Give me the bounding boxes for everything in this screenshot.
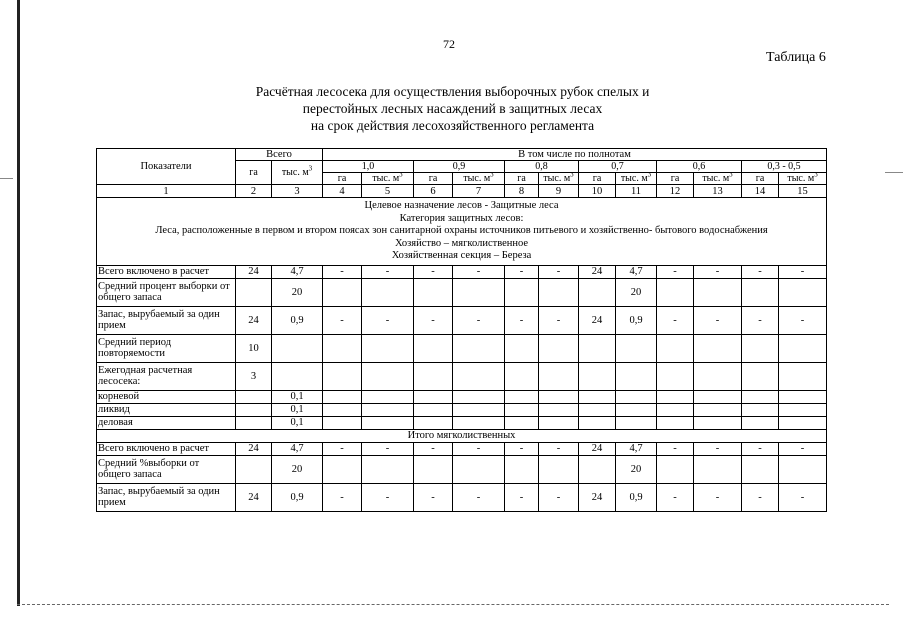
info-line: Хозяйственная секция – Береза [391, 250, 532, 261]
table-row [97, 390, 827, 403]
header-unit-ha: га [505, 173, 539, 185]
column-number: 2 [236, 185, 272, 198]
table-cell [579, 334, 616, 362]
table-cell: 0,9 [616, 483, 657, 511]
table-cell [779, 455, 827, 483]
scan-left-edge [17, 0, 20, 606]
table-cell: - [694, 483, 742, 511]
table-cell: - [453, 442, 505, 455]
table-cell: - [539, 265, 579, 278]
table-cell: 0,1 [272, 390, 323, 403]
table-cell [742, 362, 779, 390]
table-cell [505, 362, 539, 390]
header-unit-thous-m3: тыс. $м^3$ [779, 173, 827, 185]
column-number: 11 [616, 185, 657, 198]
table-cell [742, 278, 779, 306]
table-cell [694, 362, 742, 390]
table-cell [616, 403, 657, 416]
table-row [97, 442, 827, 455]
table-cell [694, 334, 742, 362]
table-cell [539, 278, 579, 306]
table-row [97, 362, 827, 390]
header-ha: га [236, 161, 272, 185]
table-cell [657, 455, 694, 483]
table-cell: - [505, 442, 539, 455]
table-cell [694, 390, 742, 403]
table-cell [453, 455, 505, 483]
table-cell [779, 416, 827, 429]
table-row [97, 265, 827, 278]
table-cell [742, 416, 779, 429]
table-cell: - [539, 483, 579, 511]
table-cell: - [505, 265, 539, 278]
scan-margin-mark [885, 172, 903, 173]
table-cell: - [362, 442, 414, 455]
column-number: 4 [323, 185, 362, 198]
row-label: деловая [97, 416, 236, 429]
table-cell: - [323, 306, 362, 334]
table-row [97, 403, 827, 416]
header-density: 0,7 [579, 161, 657, 173]
table-cell: 0,9 [616, 306, 657, 334]
table-cell: - [779, 306, 827, 334]
table-cell [779, 362, 827, 390]
table-cell [694, 455, 742, 483]
table-cell: 20 [272, 455, 323, 483]
header-thous-m3: тыс. $м^3$ [272, 161, 323, 185]
table-cell: 24 [236, 483, 272, 511]
table-cell: 24 [236, 265, 272, 278]
table-cell [579, 403, 616, 416]
table-cell: - [453, 265, 505, 278]
header-total: Всего [236, 149, 323, 161]
column-number: 14 [742, 185, 779, 198]
header-unit-thous-m3: тыс. $м^3$ [694, 173, 742, 185]
table-cell: 24 [236, 306, 272, 334]
column-number: 15 [779, 185, 827, 198]
info-line: Хозяйство – мягколиственное [394, 237, 529, 249]
title-line: Расчётная лесосека для осуществления выборочных рубок спелых и [255, 84, 650, 99]
header-unit-thous-m3: тыс. $м^3$ [362, 173, 414, 185]
table-cell: 4,7 [272, 442, 323, 455]
table-cell: - [742, 483, 779, 511]
table-cell [616, 362, 657, 390]
header-unit-ha: га [657, 173, 694, 185]
scan-bottom-edge [17, 604, 889, 605]
table-cell [742, 390, 779, 403]
table-cell [453, 278, 505, 306]
table-cell: 24 [236, 442, 272, 455]
table-row [97, 334, 827, 362]
table-cell [453, 403, 505, 416]
info-line: Целевое назначение лесов - Защитные леса [364, 200, 559, 211]
table-cell [742, 334, 779, 362]
column-number: 5 [362, 185, 414, 198]
table-cell: 0,9 [272, 306, 323, 334]
table-label: Таблица 6 [766, 50, 826, 65]
table-cell: 20 [272, 278, 323, 306]
table-cell: - [414, 442, 453, 455]
row-label: Запас, вырубаемый за один прием [97, 306, 236, 334]
column-number: 7 [453, 185, 505, 198]
table-cell [505, 278, 539, 306]
table-cell [323, 334, 362, 362]
table-cell [505, 455, 539, 483]
header-unit-ha: га [742, 173, 779, 185]
column-number: 3 [272, 185, 323, 198]
table-cell: - [453, 483, 505, 511]
table-cell [362, 455, 414, 483]
table-cell: 20 [616, 278, 657, 306]
table-cell [539, 334, 579, 362]
table-cell [323, 390, 362, 403]
table-cell: - [539, 442, 579, 455]
table-cell: - [414, 483, 453, 511]
table-cell: 0,1 [272, 416, 323, 429]
table-cell [579, 416, 616, 429]
table-cell [657, 416, 694, 429]
table-cell: - [323, 442, 362, 455]
table-cell [323, 278, 362, 306]
table-cell [539, 403, 579, 416]
table-cell [539, 390, 579, 403]
table-cell: 24 [579, 442, 616, 455]
table-cell [579, 455, 616, 483]
table-cell [362, 403, 414, 416]
table-cell [414, 278, 453, 306]
row-label: Средний процент выборки от общего запаса [97, 278, 236, 306]
table-cell: - [742, 442, 779, 455]
page-number: 72 [443, 37, 455, 51]
table-cell [236, 403, 272, 416]
table-row [97, 483, 827, 511]
table-cell: 0,9 [272, 483, 323, 511]
column-number: 12 [657, 185, 694, 198]
header-including-by-density: В том числе по полнотам [323, 149, 827, 161]
table-cell [657, 362, 694, 390]
table-cell: - [742, 306, 779, 334]
table-cell [236, 390, 272, 403]
table-cell [579, 390, 616, 403]
table-cell [362, 278, 414, 306]
column-number: 10 [579, 185, 616, 198]
header-density: 0,3 - 0,5 [742, 161, 827, 173]
table-cell [414, 390, 453, 403]
table-cell [694, 416, 742, 429]
table-cell: - [657, 306, 694, 334]
table-cell [453, 390, 505, 403]
table-cell [272, 334, 323, 362]
table-cell: 24 [579, 306, 616, 334]
table-cell [579, 362, 616, 390]
table-cell [414, 362, 453, 390]
table-row [97, 278, 827, 306]
row-label: Средний период повторяемости [97, 334, 236, 362]
header-density: 0,9 [414, 161, 505, 173]
row-label: Запас, вырубаемый за один прием [97, 483, 236, 511]
table-cell [414, 403, 453, 416]
table-cell [323, 403, 362, 416]
table-cell [505, 403, 539, 416]
table-cell [323, 362, 362, 390]
table-cell [505, 416, 539, 429]
table-cell [779, 390, 827, 403]
table-cell: 20 [616, 455, 657, 483]
row-label: Средний %выборки от общего запаса [97, 455, 236, 483]
header-density: 1,0 [323, 161, 414, 173]
table-cell: - [694, 306, 742, 334]
column-number: 6 [414, 185, 453, 198]
column-number: 13 [694, 185, 742, 198]
table-cell: - [362, 483, 414, 511]
table-cell [362, 334, 414, 362]
table-cell [236, 278, 272, 306]
table-cell [539, 416, 579, 429]
forest-category-info [97, 198, 827, 266]
header-density: 0,6 [657, 161, 742, 173]
table-cell: - [453, 306, 505, 334]
table-cell: - [779, 442, 827, 455]
table-cell [694, 278, 742, 306]
table-cell: - [779, 483, 827, 511]
table-cell [414, 334, 453, 362]
table-cell [657, 390, 694, 403]
table-cell [657, 334, 694, 362]
table-cell: - [362, 265, 414, 278]
table-cell: 10 [236, 334, 272, 362]
subtotal-heading: Итого мягколиственных [97, 429, 827, 442]
table-cell: - [505, 306, 539, 334]
title-line: на срок действия лесохозяйственного регламента [310, 118, 595, 133]
table-cell [779, 334, 827, 362]
table-cell [236, 416, 272, 429]
table-cell [657, 403, 694, 416]
table-cell: 24 [579, 483, 616, 511]
table-cell [742, 455, 779, 483]
table-cell: - [694, 265, 742, 278]
header-indicators: Показатели [97, 149, 236, 185]
column-number: 1 [97, 185, 236, 198]
table-cell: 4,7 [616, 265, 657, 278]
table-cell [453, 334, 505, 362]
row-label: корневой [97, 390, 236, 403]
column-number: 9 [539, 185, 579, 198]
row-label: Ежегодная расчетная лесосека: [97, 362, 236, 390]
table-cell [323, 416, 362, 429]
table-cell [453, 362, 505, 390]
header-unit-thous-m3: тыс. $м^3$ [539, 173, 579, 185]
info-line: Категория защитных лесов: [399, 212, 524, 224]
cutting-area-table [96, 148, 827, 512]
row-label: ликвид [97, 403, 236, 416]
table-cell: - [323, 483, 362, 511]
table-cell [323, 455, 362, 483]
table-cell [236, 455, 272, 483]
column-number: 8 [505, 185, 539, 198]
header-unit-thous-m3: тыс. $м^3$ [453, 173, 505, 185]
table-cell: - [414, 306, 453, 334]
table-cell [505, 390, 539, 403]
table-cell: - [539, 306, 579, 334]
row-label: Всего включено в расчет [97, 442, 236, 455]
table-cell: - [657, 265, 694, 278]
table-cell: - [323, 265, 362, 278]
table-cell: - [694, 442, 742, 455]
table-cell [539, 362, 579, 390]
header-unit-thous-m3: тыс. $м^3$ [616, 173, 657, 185]
table-cell: - [505, 483, 539, 511]
table-row [97, 416, 827, 429]
table-cell [362, 390, 414, 403]
table-cell [657, 278, 694, 306]
table-cell [414, 416, 453, 429]
table-row [97, 455, 827, 483]
table-cell: - [362, 306, 414, 334]
table-cell [272, 362, 323, 390]
table-cell [779, 403, 827, 416]
table-cell [362, 362, 414, 390]
table-cell: - [657, 442, 694, 455]
table-cell [362, 416, 414, 429]
table-cell [616, 390, 657, 403]
table-cell [742, 403, 779, 416]
scan-margin-mark [0, 178, 13, 179]
table-cell [505, 334, 539, 362]
row-label: Всего включено в расчет [97, 265, 236, 278]
header-density: 0,8 [505, 161, 579, 173]
header-unit-ha: га [323, 173, 362, 185]
header-unit-ha: га [414, 173, 453, 185]
info-line: Леса, расположенные в первом и втором поясах зон санитарной охраны источников питьевого и хозяйственно- бытового водоснабжения [155, 225, 768, 236]
table-cell: 4,7 [616, 442, 657, 455]
table-cell [694, 403, 742, 416]
table-cell: 0,1 [272, 403, 323, 416]
table-cell: 24 [579, 265, 616, 278]
table-cell [616, 416, 657, 429]
table-cell [453, 416, 505, 429]
table-title [180, 83, 725, 134]
table-cell: - [414, 265, 453, 278]
table-cell: - [779, 265, 827, 278]
title-line: перестойных лесных насаждений в защитных лесах [302, 101, 603, 116]
table-cell: 4,7 [272, 265, 323, 278]
table-cell: - [657, 483, 694, 511]
table-cell [779, 278, 827, 306]
table-cell [414, 455, 453, 483]
table-cell [616, 334, 657, 362]
table-cell [539, 455, 579, 483]
table-cell: - [742, 265, 779, 278]
header-unit-ha: га [579, 173, 616, 185]
table-cell [579, 278, 616, 306]
table-row [97, 306, 827, 334]
table-cell: 3 [236, 362, 272, 390]
